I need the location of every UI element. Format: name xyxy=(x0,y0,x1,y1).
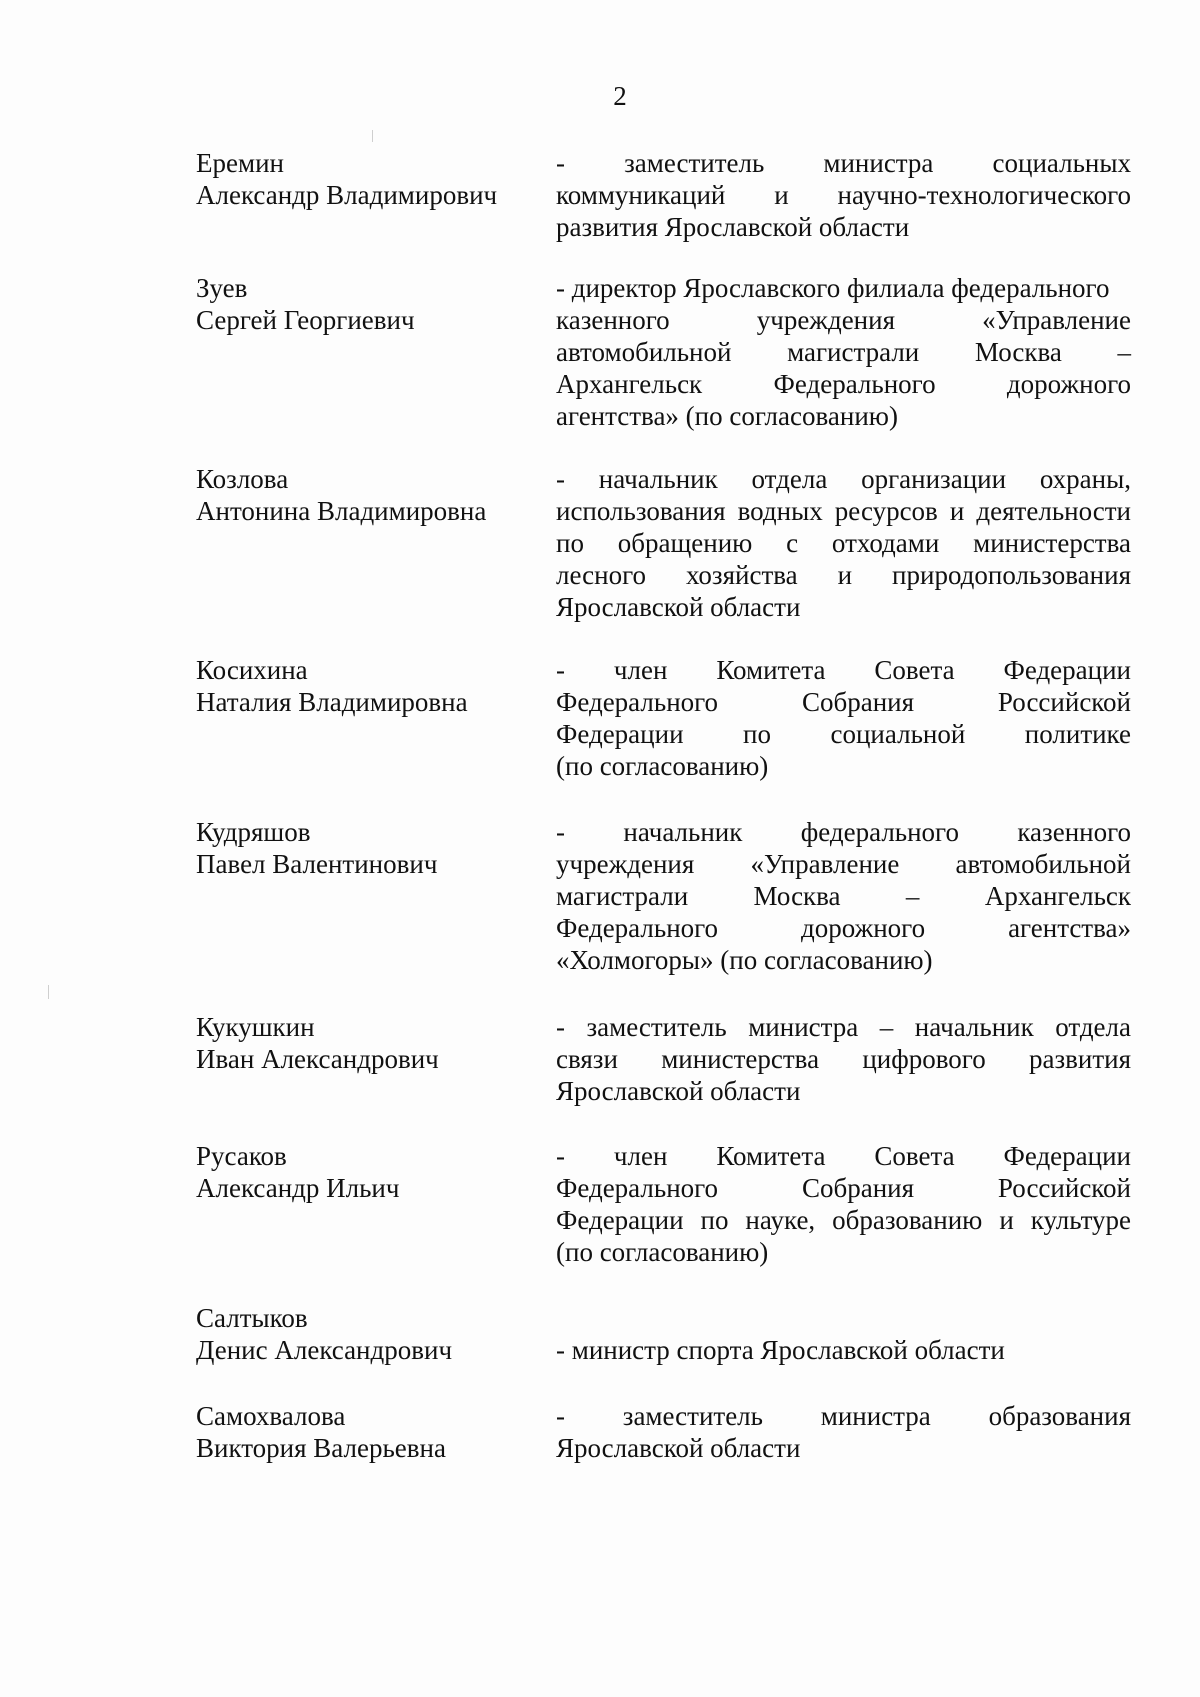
member-given-names: Павел Валентинович xyxy=(196,849,438,879)
member-surname: Самохвалова xyxy=(196,1401,346,1431)
position-line: учреждения «Управление автомобильной xyxy=(556,849,1131,879)
member-position xyxy=(556,1011,1131,1107)
scan-mark xyxy=(372,130,373,142)
member-given-names: Виктория Валерьевна xyxy=(196,1433,446,1463)
member-position xyxy=(556,1400,1131,1464)
page-number: 2 xyxy=(613,81,627,111)
scan-mark xyxy=(48,985,49,999)
position-line: коммуникаций и научно-технологического xyxy=(556,180,1131,210)
position-line: - начальник отдела организации охраны, xyxy=(556,464,1131,494)
member-surname: Косихина xyxy=(196,655,308,685)
member-name xyxy=(196,147,526,211)
position-line: Федерации по науке, образованию и культуре xyxy=(556,1205,1131,1235)
member-surname: Зуев xyxy=(196,273,248,303)
member-name xyxy=(196,816,526,880)
member-surname: Русаков xyxy=(196,1141,287,1171)
position-line: Федерального Собрания Российской xyxy=(556,1173,1131,1203)
position-line: - директор Ярославского филиала федерального xyxy=(556,273,1110,303)
member-position xyxy=(556,463,1131,623)
position-line: магистрали Москва – Архангельск xyxy=(556,881,1131,911)
member-given-names: Александр Ильич xyxy=(196,1173,400,1203)
position-line: Федерации по социальной политике xyxy=(556,719,1131,749)
member-name xyxy=(196,1302,526,1366)
position-line: Архангельск Федерального дорожного xyxy=(556,369,1131,399)
member-position xyxy=(556,147,1131,243)
position-line: Ярославской области xyxy=(556,1433,801,1463)
position-line: - заместитель министра – начальник отдела xyxy=(556,1012,1131,1042)
position-line: - член Комитета Совета Федерации xyxy=(556,1141,1131,1171)
position-line: использования водных ресурсов и деятельности xyxy=(556,496,1131,526)
member-surname: Кукушкин xyxy=(196,1012,315,1042)
position-line: по обращению с отходами министерства xyxy=(556,528,1131,558)
position-line: Федерального Собрания Российской xyxy=(556,687,1131,717)
member-surname: Козлова xyxy=(196,464,289,494)
position-line: связи министерства цифрового развития xyxy=(556,1044,1131,1074)
position-line: Ярославской области xyxy=(556,592,801,622)
member-position xyxy=(556,654,1131,782)
member-given-names: Иван Александрович xyxy=(196,1044,439,1074)
member-given-names: Денис Александрович xyxy=(196,1335,453,1365)
member-position xyxy=(556,816,1131,976)
position-line: автомобильной магистрали Москва – xyxy=(556,337,1131,367)
member-surname: Салтыков xyxy=(196,1303,308,1333)
position-line: (по согласованию) xyxy=(556,751,769,781)
member-surname: Кудряшов xyxy=(196,817,311,847)
member-name xyxy=(196,1400,526,1464)
position-line: агентства» (по согласованию) xyxy=(556,401,898,431)
member-name xyxy=(196,1140,526,1204)
position-line: «Холмогоры» (по согласованию) xyxy=(556,945,933,975)
member-given-names: Александр Владимирович xyxy=(196,180,498,210)
position-line: - член Комитета Совета Федерации xyxy=(556,655,1131,685)
position-line: Ярославской области xyxy=(556,1076,801,1106)
member-name xyxy=(196,272,526,336)
member-surname: Еремин xyxy=(196,148,284,178)
member-position xyxy=(556,272,1131,432)
position-line: казенного учреждения «Управление xyxy=(556,305,1131,335)
member-name xyxy=(196,654,526,718)
position-line: Федерального дорожного агентства» xyxy=(556,913,1131,943)
member-name xyxy=(196,463,526,527)
member-position xyxy=(556,1140,1131,1268)
position-line: (по согласованию) xyxy=(556,1237,769,1267)
member-given-names: Сергей Георгиевич xyxy=(196,305,415,335)
member-given-names: Наталия Владимировна xyxy=(196,687,468,717)
member-position xyxy=(556,1334,1131,1366)
position-line: - заместитель министра образования xyxy=(556,1401,1131,1431)
position-line: лесного хозяйства и природопользования xyxy=(556,560,1131,590)
position-line: - министр спорта Ярославской области xyxy=(556,1335,1005,1365)
position-line: - заместитель министра социальных xyxy=(556,148,1131,178)
member-name xyxy=(196,1011,526,1075)
position-line: - начальник федерального казенного xyxy=(556,817,1131,847)
member-given-names: Антонина Владимировна xyxy=(196,496,487,526)
position-line: развития Ярославской области xyxy=(556,212,910,242)
